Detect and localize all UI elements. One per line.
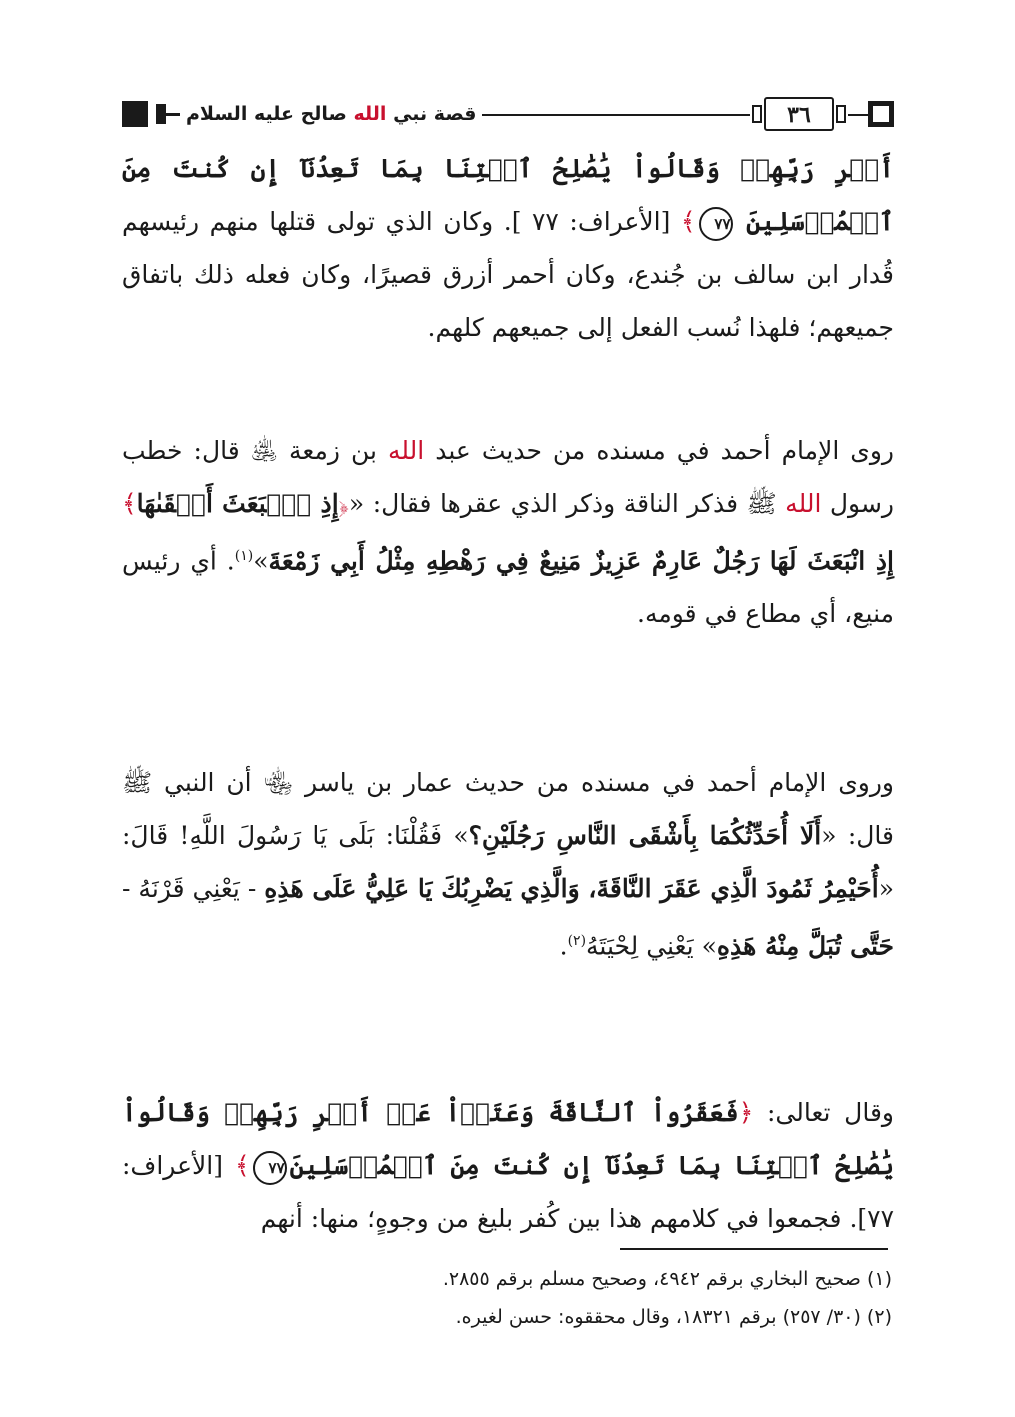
hadith-text: أُحَيْمِرُ ثَمُودَ الَّذِي عَقَرَ النَّاقَةَ، وَالَّذِي يَضْرِبُكَ يَا عَلِيُّ عَلَى هَذِهِ — [264, 874, 879, 903]
footnote-separator — [620, 1248, 888, 1250]
text-run: [الأعراف: ٧٧]. فجمعوا في كلامهم هذا بين كُفر بليغ من وجوهٍ؛ منها: أنهم — [122, 1151, 894, 1233]
text-run: وقال تعالى: — [753, 1098, 894, 1127]
text-run: . — [559, 931, 568, 961]
footnote-marker: (٢) — [567, 933, 587, 949]
footnote-2: (٢) (٣٠/ ٢٥٧) برقم ١٨٣٢١، وقال محققوه: حسن لغيره. — [455, 1306, 892, 1328]
running-head-part2: صالح عليه السلام — [186, 103, 354, 125]
running-head-allah: الله — [353, 103, 387, 125]
text-run: » — [253, 546, 269, 576]
quran-close-bracket: ﴾ — [680, 207, 696, 236]
paragraph-1 — [122, 142, 894, 354]
footnote-1: (١) صحيح البخاري برقم ٤٩٤٢، وصحيح مسلم برقم ٢٨٥٥. — [442, 1268, 892, 1290]
ayah-number-mark: ٧٧ — [253, 1151, 287, 1185]
allah-word: الله — [785, 489, 822, 518]
quran-verse: أَمۡرِ رَبِّهِمۡ وَقَالُواْ يَٰصَٰلِحُ ٱئۡتِنَا بِمَا تَعِدُنَآ إِن كُنتَ مِنَ ٱلۡمُرۡسَلِينَ — [122, 154, 894, 236]
quran-close-bracket: ﴾ — [235, 1151, 250, 1180]
header-ornament-left-block — [122, 101, 148, 127]
text-run: - يَعْنِي قَرْنَهُ - — [122, 874, 265, 903]
text-run: روى الإمام أحمد في مسنده من حديث عبد — [424, 436, 894, 465]
quran-open-bracket: ﴿ — [338, 489, 349, 518]
quran-close-bracket: ﴾ — [122, 489, 137, 518]
footnote-marker: (١) — [234, 548, 254, 564]
paragraph-4 — [122, 1086, 894, 1245]
header-rule-right — [848, 114, 870, 116]
text-run: ﷺ فذكر الناقة وذكر الذي عقرها فقال: « — [348, 489, 786, 518]
hadith-text: حَتَّى تُبَلَّ مِنْهُ هَذِهِ — [716, 931, 894, 961]
running-head-part1: قصة نبي — [386, 103, 477, 125]
header-ornament-left-bar — [156, 104, 166, 124]
text-run: . أي رئيس منيع، أي مطاع في قومه. — [122, 546, 894, 629]
header-ornament-right-square — [868, 101, 894, 127]
paragraph-3 — [122, 756, 894, 972]
allah-word: الله — [387, 436, 425, 465]
quran-open-bracket: ﴿ — [738, 1098, 754, 1127]
footnotes — [122, 1260, 892, 1336]
ayah-number-mark: ٧٧ — [699, 207, 733, 241]
quran-verse: إِذِ ٱنۢبَعَثَ أَشۡقَىٰهَا — [136, 489, 339, 518]
paragraph-text: [الأعراف: ٧٧ ]. وكان الذي تولى قتلها منهم رئيسهم قُدار ابن سالف بن جُندع، وكان أحمر أزرق قصيرًا، وكان فعله ذلك باتفاق جميعهم؛ فلهذا نُسب الفعل إلى جميعهم كلهم. — [122, 207, 894, 342]
hadith-text: أَلَا أُحَدِّثُكُمَا بِأَشْقَى النَّاسِ رَجُلَيْنِ؟ — [468, 821, 822, 850]
text-run: » فَقُلْنَا: بَلَى يَا رَسُولَ اللَّهِ! قَالَ: « — [122, 821, 894, 903]
page-number-box — [750, 96, 848, 134]
hadith-text: إِذِ انْبَعَثَ لَهَا رَجُلٌ عَارِمٌ عَزِيزٌ مَنِيعٌ فِي رَهْطِهِ مِثْلُ أَبِي زَمْعَةَ — [268, 546, 894, 576]
running-head-title — [180, 98, 482, 130]
paragraph-2 — [122, 424, 894, 640]
text-run: » يَعْنِي لِحْيَتَهُ — [586, 931, 717, 961]
text-run: وروى الإمام أحمد في مسنده من حديث عمار بن ياسر ﵄ أن النبي ﷺ قال: « — [122, 768, 894, 850]
page-number: ٣٦ — [787, 102, 811, 128]
page-header — [122, 96, 894, 134]
text-run: بن زمعة ﵁ قال: خطب رسول — [122, 436, 894, 518]
quran-verse: فَعَقَرُواْ ٱلنَّاقَةَ وَعَتَوۡاْ عَنۡ أَمۡرِ رَبِّهِمۡ وَقَالُواْ يَٰصَٰلِحُ ٱئۡتِنَا بِمَا تَعِدُنَآ إِن كُنتَ مِنَ ٱلۡمُرۡسَلِينَ — [122, 1098, 895, 1180]
